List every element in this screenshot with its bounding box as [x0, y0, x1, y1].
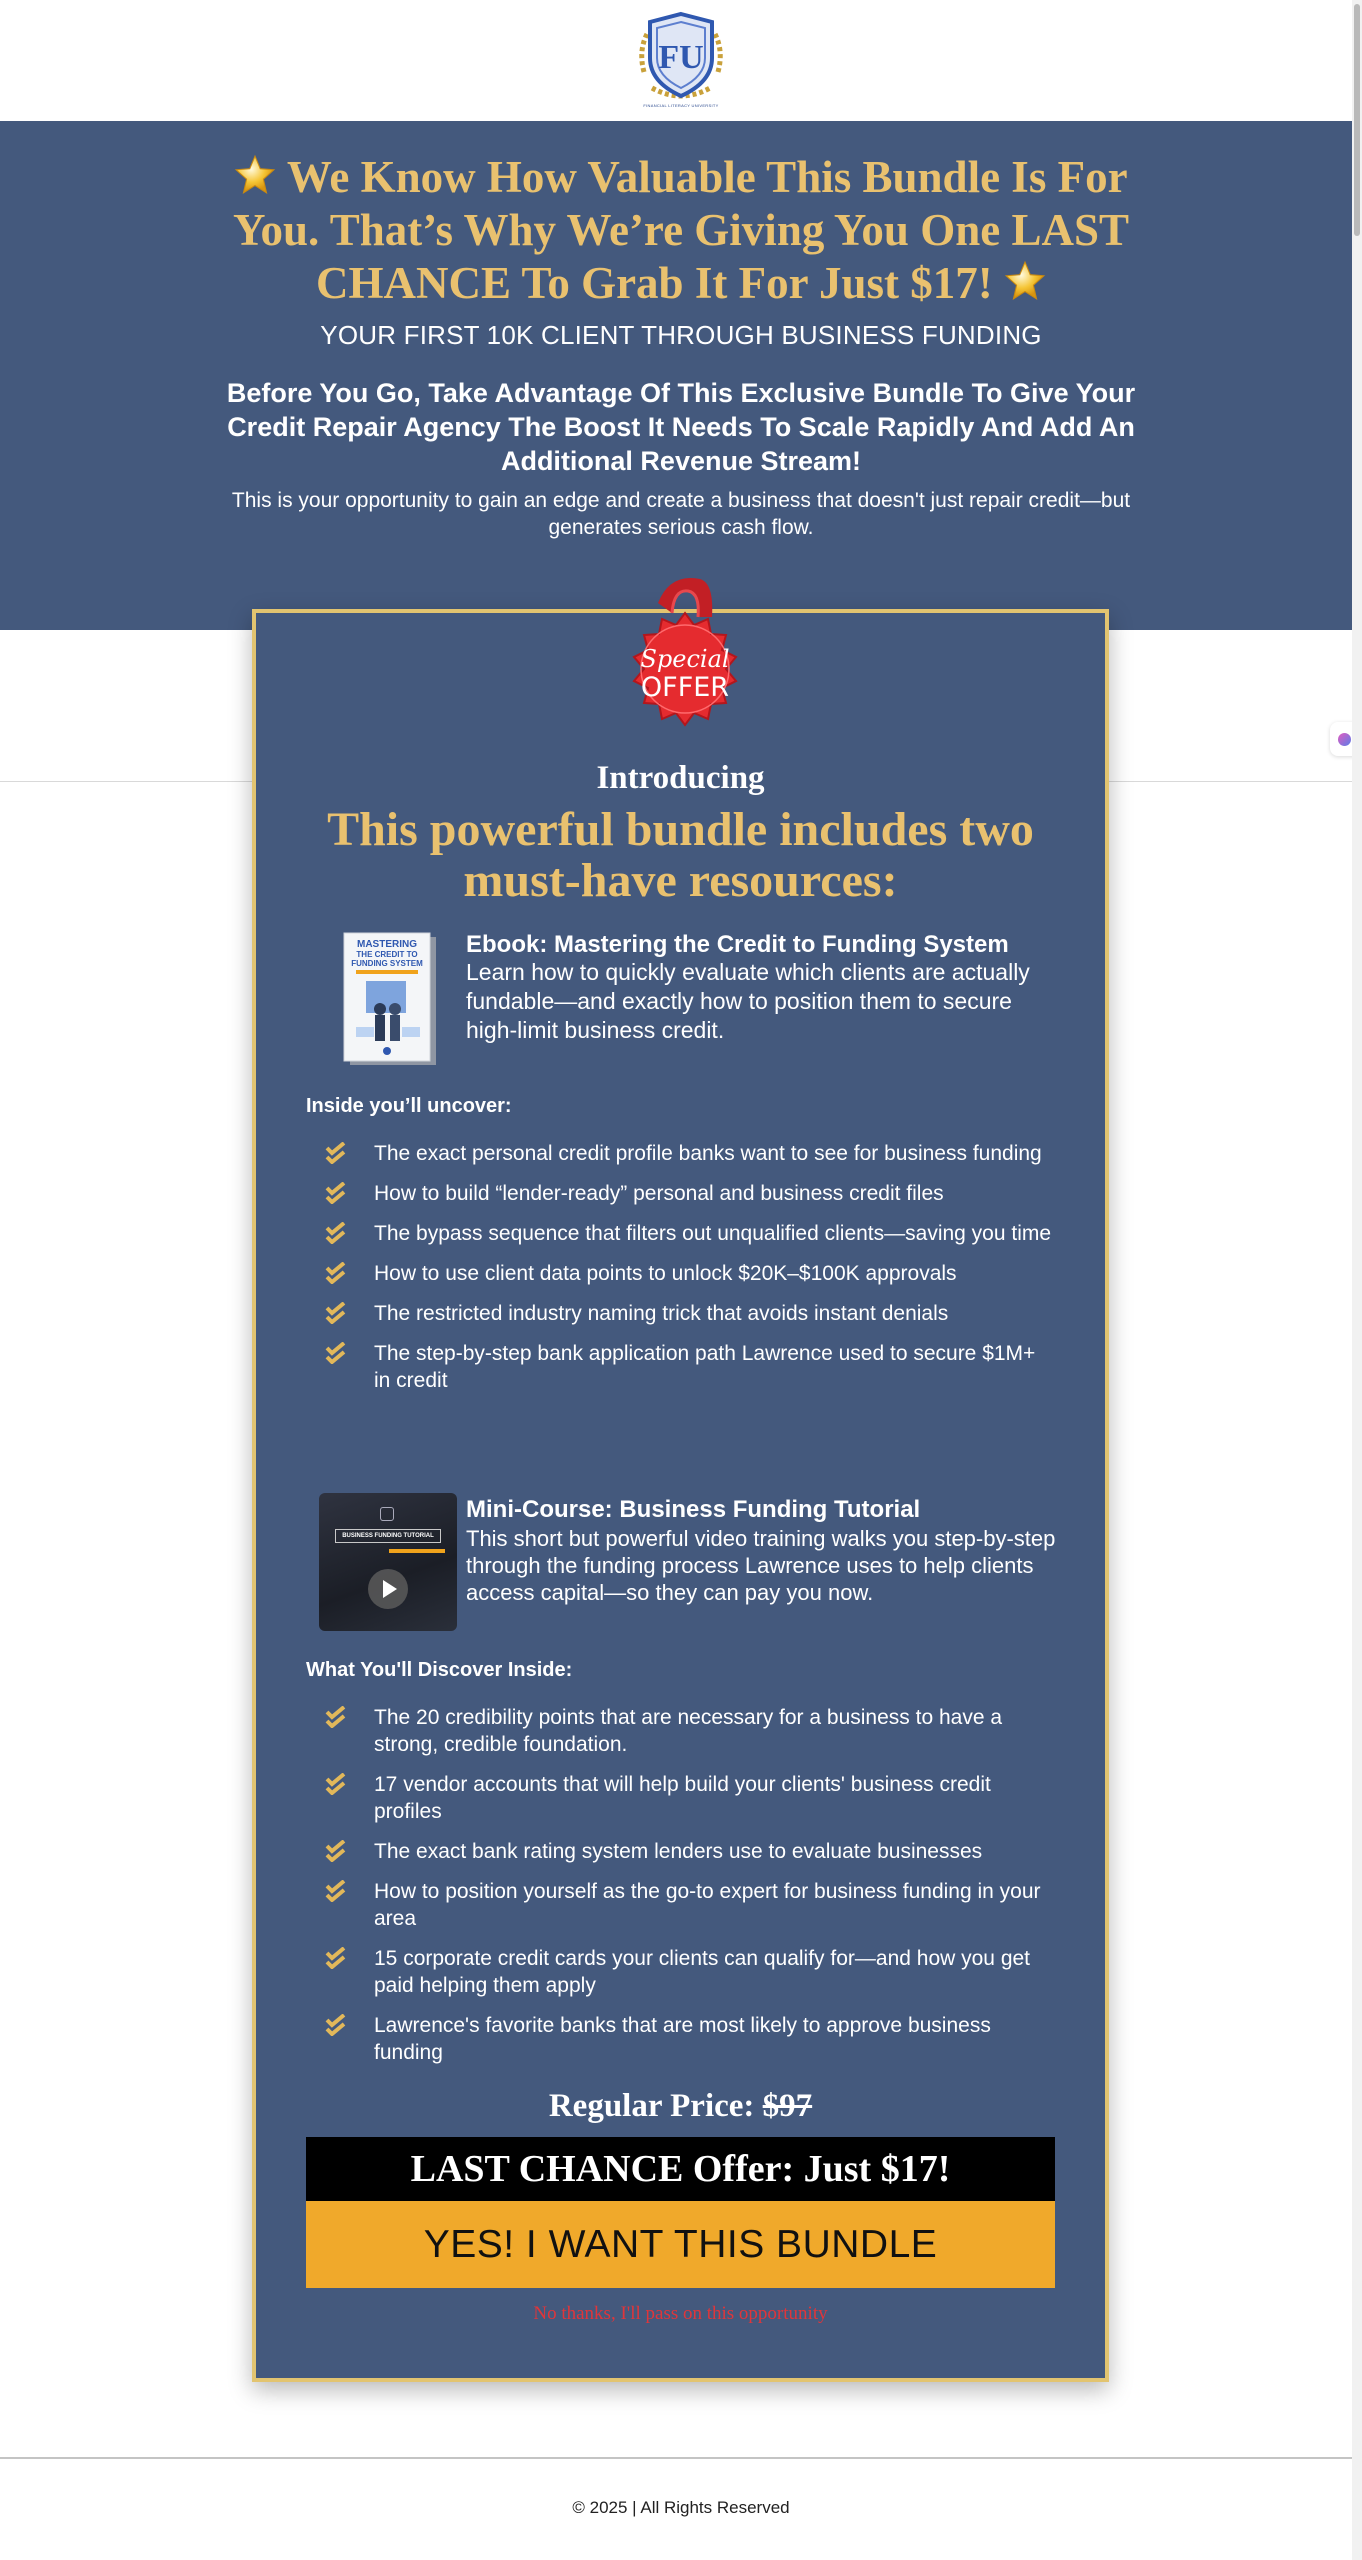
double-check-icon: [324, 1182, 348, 1204]
svg-text:FUNDING SYSTEM: FUNDING SYSTEM: [351, 959, 423, 968]
scrollbar-thumb[interactable]: [1354, 4, 1360, 236]
hero-title: We Know How Valuable This Bundle Is For You. That’s Why We’re Giving You One LAST CHANCE To Grab It For Just $17!: [232, 152, 1130, 308]
site-footer: [0, 2459, 1362, 2560]
double-check-icon: [324, 1222, 348, 1244]
list-item: The exact bank rating system lenders use to evaluate businesses: [324, 1838, 1054, 1865]
site-header: [0, 0, 1362, 121]
discover-label: What You'll Discover Inside:: [306, 1659, 573, 1681]
bundle-title: This powerful bundle includes two must-have resources:: [327, 803, 1034, 907]
list-item: How to use client data points to unlock $20K–$100K approvals: [324, 1260, 1054, 1287]
course-video-thumbnail[interactable]: [319, 1493, 457, 1631]
ebook-description: Learn how to quickly evaluate which clients are actually fundable—and exactly how to position them to secure high-limit business credit.: [466, 959, 1030, 1043]
list-item: The step-by-step bank application path Lawrence used to secure $1M+ in credit: [324, 1340, 1054, 1394]
list-item: 15 corporate credit cards your clients can qualify for—and how you get paid helping them apply: [324, 1945, 1054, 1999]
special-offer-badge: [610, 573, 760, 753]
decline-link[interactable]: No thanks, I'll pass on this opportunity: [533, 2303, 828, 2324]
thumb-label: BUSINESS FUNDING TUTORIAL: [335, 1529, 441, 1543]
hero-description: This is your opportunity to gain an edge and create a business that doesn't just repair credit—but generates serious cash flow.: [231, 489, 1131, 539]
double-check-icon: [324, 1706, 348, 1728]
double-check-icon: [324, 1840, 348, 1862]
hero-section: [0, 121, 1362, 630]
last-chance-banner: LAST CHANCE Offer: Just $17!: [306, 2137, 1055, 2201]
course-title: Mini-Course: Business Funding Tutorial: [466, 1496, 921, 1523]
double-check-icon: [324, 1947, 348, 1969]
hero-bold-text: Before You Go, Take Advantage Of This Exclusive Bundle To Give Your Credit Repair Agency The Boost It Needs To Scale Rapidly And Add An Additional Revenue Stream!: [226, 378, 1136, 476]
badge-offer-text: OFFER: [640, 672, 730, 703]
list-item: How to build “lender-ready” personal and business credit files: [324, 1180, 1054, 1207]
regular-price: Regular Price: $97: [548, 2088, 813, 2124]
ebook-cover-image: [340, 931, 440, 1069]
uncover-list: [324, 1140, 1054, 1394]
double-check-icon: [324, 1773, 348, 1795]
list-item: The bypass sequence that filters out unqualified clients—saving you time: [324, 1220, 1054, 1247]
list-item: The 20 credibility points that are necessary for a business to have a strong, credible foundation.: [324, 1704, 1054, 1758]
svg-text:THE CREDIT TO: THE CREDIT TO: [356, 950, 418, 959]
svg-text:FU: FU: [658, 39, 704, 76]
list-item: Lawrence's favorite banks that are most likely to approve business funding: [324, 2012, 1054, 2066]
list-item: The restricted industry naming trick that avoids instant denials: [324, 1300, 1054, 1327]
shield-logo-icon: [636, 10, 726, 104]
svg-text:MASTERING: MASTERING: [357, 939, 417, 950]
list-item: The exact personal credit profile banks want to see for business funding: [324, 1140, 1054, 1167]
double-check-icon: [324, 1262, 348, 1284]
list-item: 17 vendor accounts that will help build your clients' business credit profiles: [324, 1771, 1054, 1825]
site-logo[interactable]: [636, 10, 726, 110]
offer-box: [252, 609, 1109, 2382]
page-scrollbar[interactable]: [1352, 0, 1362, 2560]
ebook-title: Ebook: Mastering the Credit to Funding System: [466, 931, 1009, 958]
copyright-text: © 2025 | All Rights Reserved: [572, 2498, 790, 2517]
logo-caption: FINANCIAL LITERACY UNIVERSITY: [643, 103, 719, 108]
double-check-icon: [324, 1142, 348, 1164]
strikethrough-price: $97: [762, 2088, 813, 2124]
buy-bundle-button[interactable]: YES! I WANT THIS BUNDLE: [306, 2201, 1055, 2288]
star-icon: [1004, 260, 1046, 302]
introducing-heading: Introducing: [596, 760, 765, 796]
double-check-icon: [324, 1880, 348, 1902]
hero-subtitle: YOUR FIRST 10K CLIENT THROUGH BUSINESS FUNDING: [320, 320, 1042, 350]
star-icon: [234, 154, 276, 196]
badge-special-text: Special: [640, 645, 730, 673]
thumb-logo-icon: [380, 1507, 394, 1521]
double-check-icon: [324, 1302, 348, 1324]
course-description: This short but powerful video training walks you step-by-step through the funding process Lawrence uses to help clients access capital—so they can pay you now.: [466, 1526, 1056, 1605]
widget-icon: [1338, 733, 1351, 746]
play-icon[interactable]: [368, 1569, 408, 1609]
thumb-accent-bar: [389, 1549, 445, 1553]
double-check-icon: [324, 1342, 348, 1364]
discover-list: [324, 1704, 1054, 2066]
list-item: How to position yourself as the go-to expert for business funding in your area: [324, 1878, 1054, 1932]
double-check-icon: [324, 2014, 348, 2036]
uncover-label: Inside you’ll uncover:: [306, 1095, 512, 1117]
